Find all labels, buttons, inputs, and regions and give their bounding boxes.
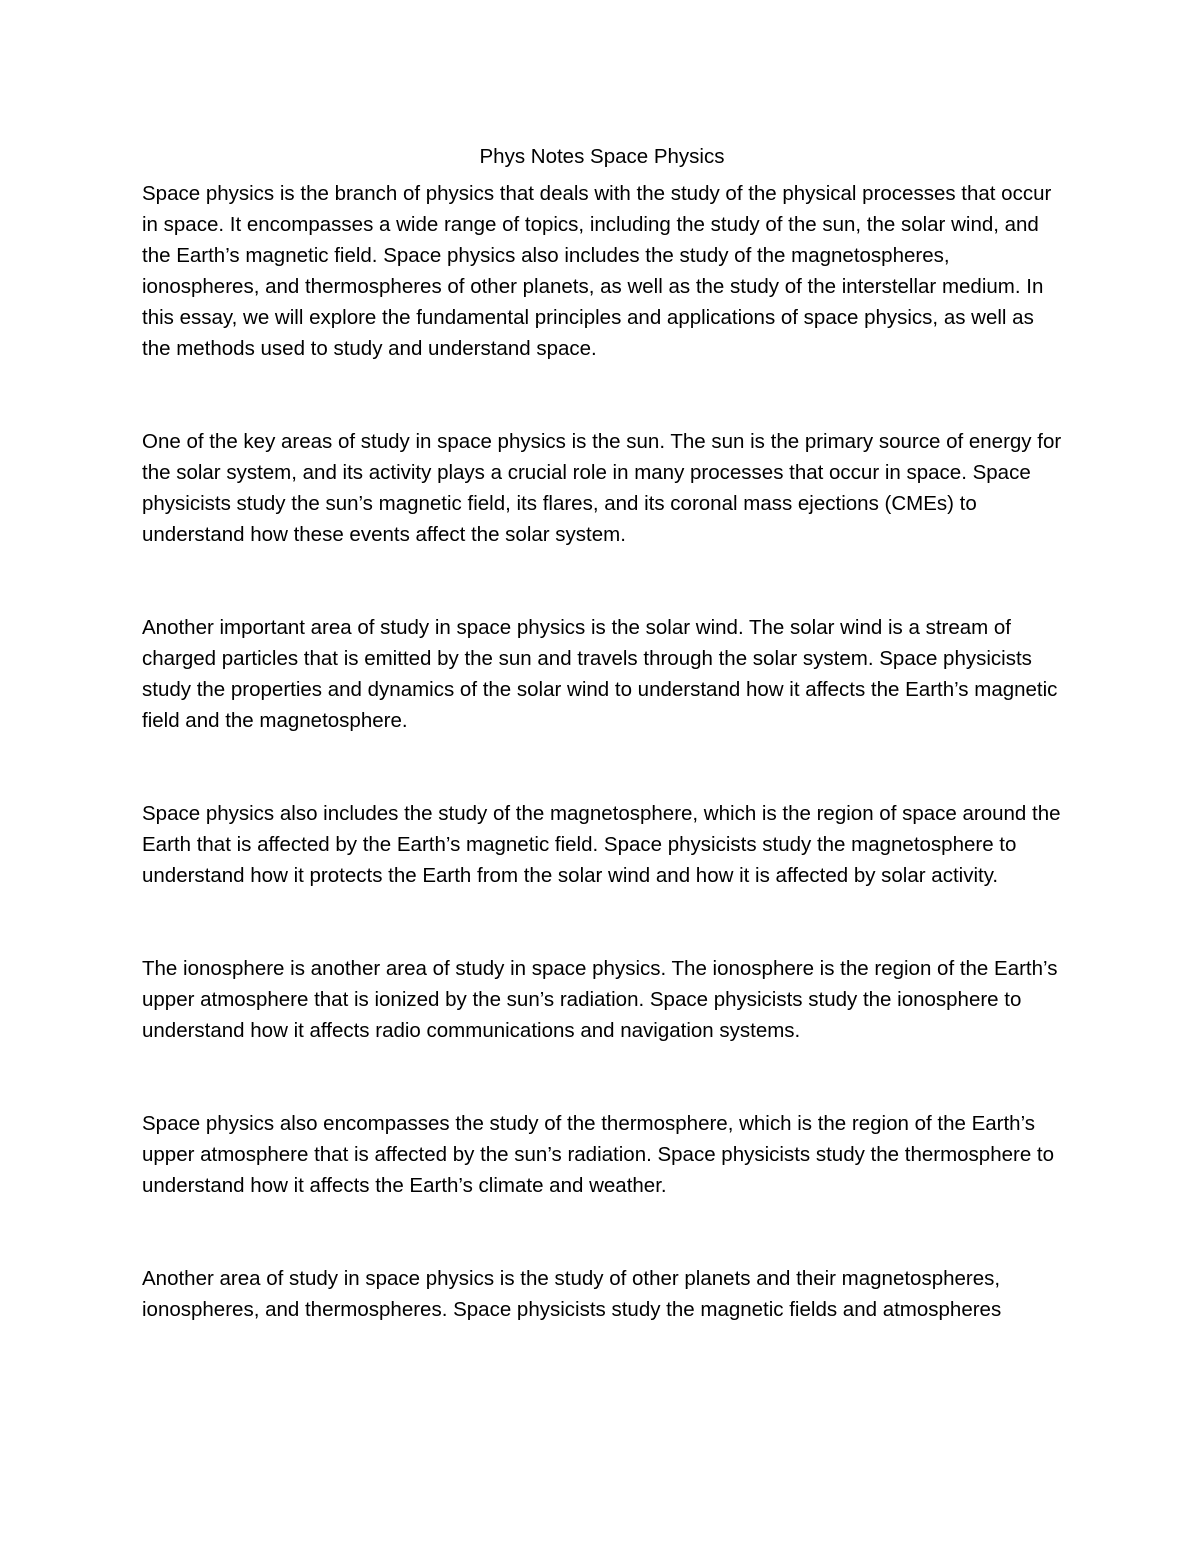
paragraph-thermosphere: Space physics also encompasses the study of the thermosphere, which is the region of the Earth’s upper atmosphere that is affected by the sun’s radiation. Space physicists study the thermosphere to understand how it affects the Earth’s climate and weather.	[142, 1112, 1055, 1197]
paragraph-sun: One of the key areas of study in space physics is the sun. The sun is the primary source of energy for the solar system, and its activity plays a crucial role in many processes that occur in space. Space physicists study the sun’s magnetic field, its flares, and its coronal mass ejections (CMEs) to understand how these events affect the solar system.	[142, 430, 1062, 546]
paragraph-magnetosphere: Space physics also includes the study of the magnetosphere, which is the region of space around the Earth that is affected by the Earth’s magnetic field. Space physicists study the magnetosphere to understand how it protects the Earth from the solar wind and how it is affected by solar activity.	[142, 802, 1061, 887]
paragraph-intro: Space physics is the branch of physics that deals with the study of the physical processes that occur in space. It encompasses a wide range of topics, including the study of the sun, the solar wind, and the Earth’s magnetic field. Space physics also includes the study of the magnetospheres, ionospheres, and thermospheres of other planets, as well as the study of the interstellar medium. In this essay, we will explore the fundamental principles and applications of space physics, as well as the methods used to study and understand space.	[142, 182, 1052, 360]
document-body	[142, 141, 1062, 1325]
document-title: Phys Notes Space Physics	[479, 145, 725, 168]
paragraph-ionosphere: The ionosphere is another area of study in space physics. The ionosphere is the region of the Earth’s upper atmosphere that is ionized by the sun’s radiation. Space physicists study the ionosphere to understand how it affects radio communications and navigation systems.	[142, 957, 1058, 1042]
paragraph-solar-wind: Another important area of study in space physics is the solar wind. The solar wind is a stream of charged particles that is emitted by the sun and travels through the solar system. Space physicists study the properties and dynamics of the solar wind to understand how it affects the Earth’s magnetic field and the magnetosphere.	[142, 616, 1058, 732]
paragraph-other-planets: Another area of study in space physics is the study of other planets and their magnetospheres, ionospheres, and thermospheres. Space physicists study the magnetic fields and atmospheres	[142, 1267, 1002, 1321]
